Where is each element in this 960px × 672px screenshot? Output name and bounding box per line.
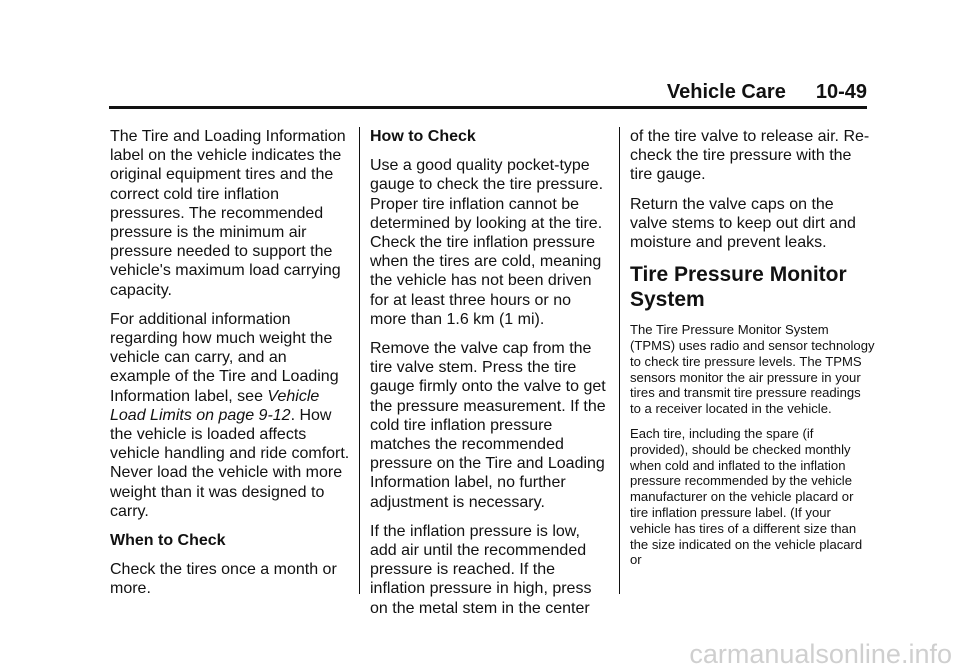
section-title-header: Vehicle Care [666,81,786,103]
paragraph-additional-info [110,310,350,521]
subheading-how-to-check: How to Check [370,128,476,145]
paragraph-text: For additional information regarding how much weight the vehicle can carry, and an example of the Tire and Loading Information label, see [110,310,339,405]
column-divider-1 [359,127,360,594]
watermark-text: carmanualsonline.info [689,639,952,669]
cross-reference-link[interactable]: Vehicle Load Limits on page 9-12 [110,387,320,424]
paragraph-tpms-check: Each tire, including the spare (if provided), should be checked monthly when cold and inflated to the inflation pressure recommended by the vehicle manufacturer on the vehicle placard or tire inflation pressure label. (If your vehicle has tires of a different size than the size indicated on the vehicle placard or [630,426,863,568]
column-3 [630,127,875,577]
paragraph-valve-cap: Remove the valve cap from the tire valve stem. Press the tire gauge firmly onto the valve to get the pressure measurement. If the cold tire inflation pressure matches the recommended pressure on the Tire and Loading Information label, no further adjustment is necessary. [370,340,606,511]
column-1 [110,127,350,609]
paragraph-tpms-intro: The Tire Pressure Monitor System (TPMS) uses radio and sensor technology to check tire pressure levels. The TPMS sensors monitor the air pressure in your tires and transmit tire pressure readings to a receiver located in the vehicle. [630,322,875,417]
paragraph-tire-label: The Tire and Loading Information label on the vehicle indicates the original equipment tires and the correct cold tire inflation pressures. The recommended pressure is the minimum air pressure needed to support the vehicle's maximum load carrying capacity. [110,128,346,299]
header-rule [109,106,867,109]
paragraph-valve-caps: Return the valve caps on the valve stems to keep out dirt and moisture and prevent leaks. [630,195,856,252]
subheading-when-to-check: When to Check [110,532,226,550]
heading-tpms: Tire Pressure Monitor System [630,263,847,312]
paragraph-when-to-check: Check the tires once a month or more. [110,561,337,598]
paragraph-low-pressure: If the inflation pressure is low, add air until the recommended pressure is reached. If the inflation pressure in high, press on the metal stem in the center [370,522,592,617]
paragraph-gauge: Use a good quality pocket-type gauge to check the tire pressure. Proper tire inflation cannot be determined by looking at the tire. Check the tire inflation pressure when the tires are cold, meaning the vehicle has not been driven for at least three hours or no more than 1.6 km (1 mi). [370,157,604,328]
page-number: 10-49 [815,81,867,103]
column-2 [370,127,610,628]
column-divider-2 [619,127,620,594]
page-header [0,80,867,104]
paragraph-text: . How the vehicle is loaded affects vehicle handling and ride comfort. Never load the vehicle with more weight than it was designed to carry. [110,406,350,520]
paragraph-release-air: of the tire valve to release air. Re-check the tire pressure with the tire gauge. [630,128,870,184]
